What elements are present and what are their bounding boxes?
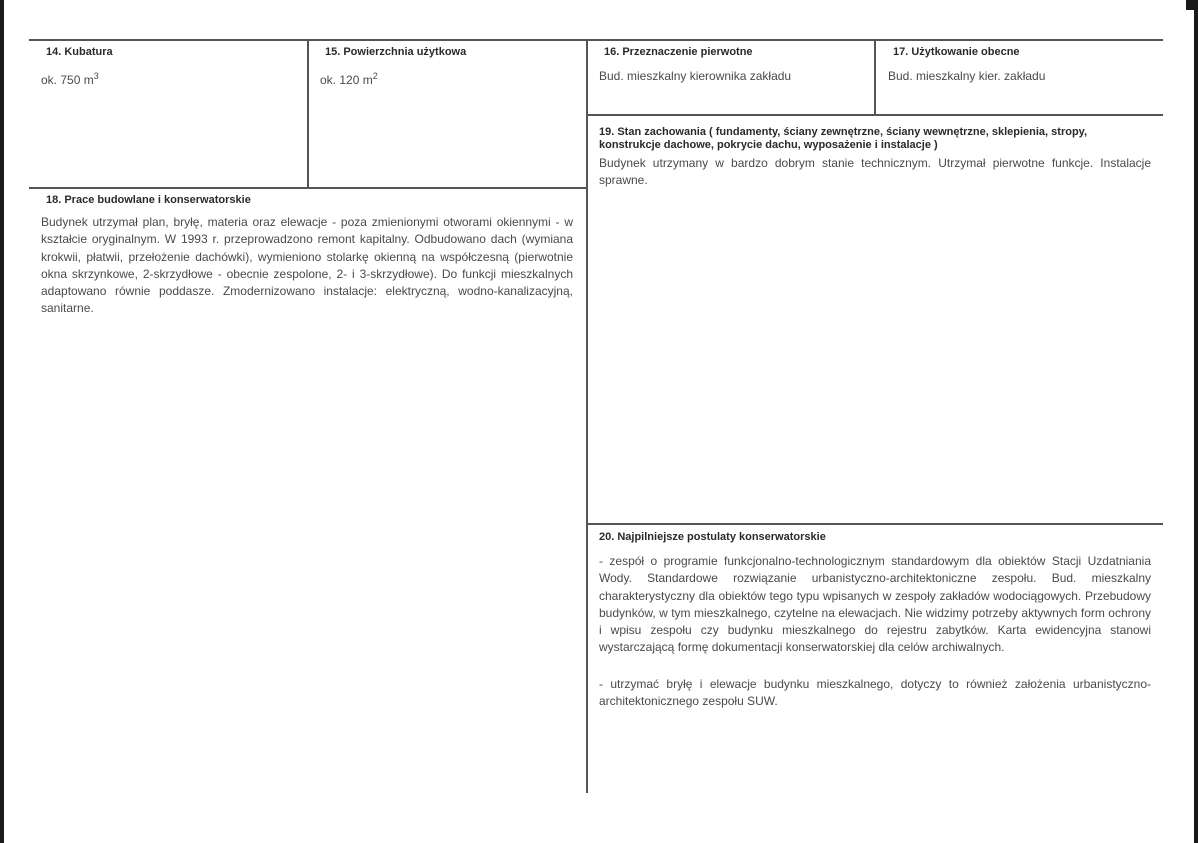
field-16-value: Bud. mieszkalny kierownika zakładu xyxy=(599,69,792,83)
field-14-value xyxy=(41,69,99,88)
divider-main xyxy=(586,39,588,793)
top-rule xyxy=(29,39,1163,41)
field-15-value-text: ok. 120 m xyxy=(320,73,373,87)
field-15-unit-exponent: 2 xyxy=(372,71,378,81)
field-15-value xyxy=(320,69,378,88)
rule-above-18 xyxy=(29,187,587,189)
field-20-text-1: - zespół o programie funkcjonalno-technologicznym standardowym dla obiektów Stacji Uzdatniania Wody. Standardowe rozwiązanie urbanistyczno-architektoniczne zespołu. Bud. mieszkalny charakterystyczny dla obiektów tego typu wpisanych w zespoły zakładów wodociągowych. Przebudowy budynków, w tym mieszkalnego, czytelne na elewacjach. Nie widzimy potrzeby aktywnych form ochrony i wpisu zespołu czy budynku mieszkalnego do rejestru zabytków. Karta ewidencyjna stanowi wystarczającą formę dokumentacji konserwatorskiej dla celów archiwalnych. xyxy=(599,554,1151,655)
field-18-text: Budynek utrzymał plan, bryłę, materia oraz elewacje - poza zmienionymi otworami okiennymi - w kształcie oryginalnym. W 1993 r. przeprowadzono remont kapitalny. Odbudowano dach (wymiana krokwii, płatwii, przełożenie dachówki), wymieniono stolarkę okienną na współczesną (pierwotnie okna skrzynkowe, 2-skrzydłowe - obecnie zespolone, 2- i 3-skrzydłowe). Do funkcji mieszkalnych adaptowano równie poddasze. Zmodernizowano instalacje: elektryczną, wodno-kanalizacyjną, sanitarne. xyxy=(41,215,573,316)
field-16-label: 16. Przeznaczenie pierwotne xyxy=(604,46,753,58)
field-14-label: 14. Kubatura xyxy=(46,46,113,58)
field-18-label: 18. Prace budowlane i konserwatorskie xyxy=(46,194,251,206)
field-14-value-text: ok. 750 m xyxy=(41,73,94,87)
rule-under-16-17 xyxy=(586,114,1163,116)
field-19-text: Budynek utrzymany w bardzo dobrym stanie technicznym. Utrzymał pierwotne funkcje. Instalacje sprawne. xyxy=(599,156,1151,188)
scan-edge-right xyxy=(1194,0,1198,843)
field-20-text-2: - utrzymać bryłę i elewacje budynku mieszkalnego, dotyczy to również założenia urbanistyczno-architektonicznego zespołu SUW. xyxy=(599,677,1151,709)
field-14-unit-exponent: 3 xyxy=(93,71,99,81)
field-19-label: 19. Stan zachowania ( fundamenty, ściany zewnętrzne, ściany wewnętrzne, sklepienia, stropy, konstrukcje dachowe, pokrycie dachu, wyposażenie i instalacje ) xyxy=(599,126,1088,151)
field-15-label: 15. Powierzchnia użytkowa xyxy=(325,46,467,58)
scan-edge-corner xyxy=(1186,0,1198,10)
field-17-label: 17. Użytkowanie obecne xyxy=(893,46,1020,58)
field-17-value: Bud. mieszkalny kier. zakładu xyxy=(888,69,1046,83)
divider-14-15 xyxy=(307,39,309,188)
scan-edge-left xyxy=(0,0,4,843)
divider-16-17 xyxy=(874,39,876,115)
rule-above-20 xyxy=(586,523,1163,525)
field-20-label: 20. Najpilniejsze postulaty konserwatorskie xyxy=(599,531,826,543)
